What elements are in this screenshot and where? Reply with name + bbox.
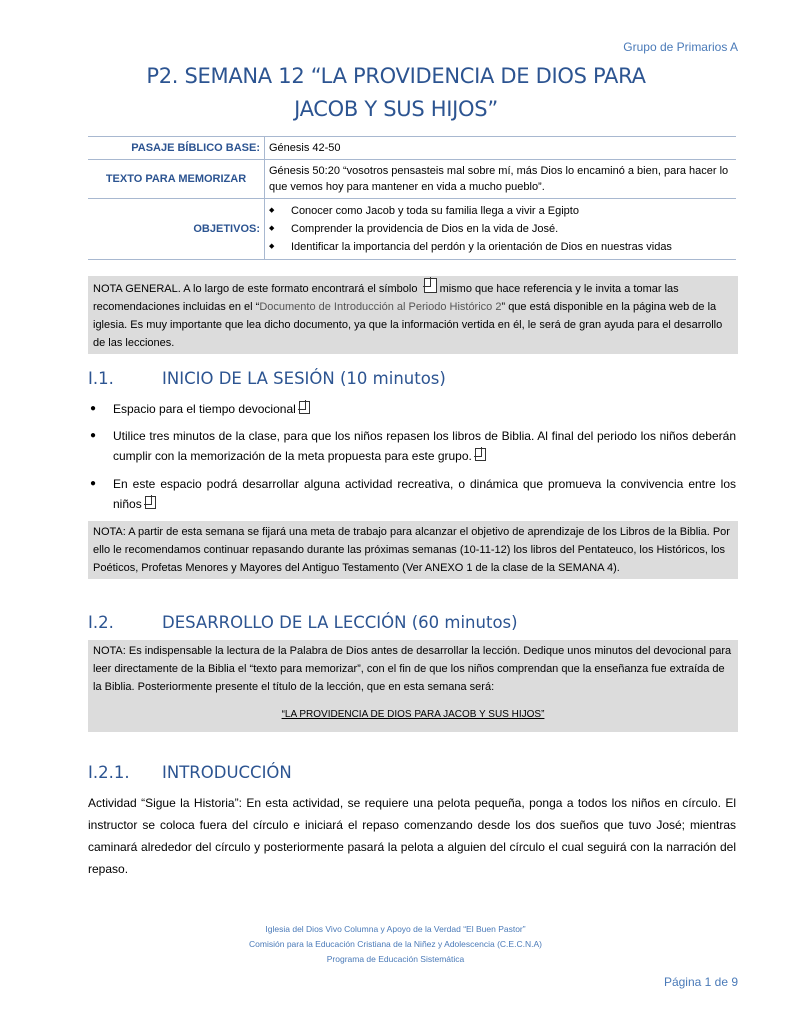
objetivos-list <box>269 202 732 256</box>
document-icon <box>299 401 310 414</box>
section-title: INTRODUCCIÓN <box>162 763 292 782</box>
texto-label: TEXTO PARA MEMORIZAR <box>88 160 265 199</box>
section-heading-inicio <box>88 369 446 388</box>
group-header: Grupo de Primarios A <box>623 40 738 54</box>
intro-document-link: Documento de Introducción al Periodo Histórico 2 <box>259 301 502 313</box>
nota-general <box>88 276 738 354</box>
section-number: I.1. <box>88 369 114 388</box>
footer-line-2: Comisión para la Educación Cristiana de la Niñez y Adolescencia (C.E.C.N.A) <box>249 939 542 949</box>
footer-line-3: Programa de Educación Sistemática <box>326 954 465 964</box>
document-icon <box>145 496 156 509</box>
section-number: I.2. <box>88 613 114 632</box>
page-number: Página 1 de 9 <box>663 975 738 989</box>
objetivos-label: OBJETIVOS: <box>88 199 265 260</box>
info-row-texto <box>88 160 736 199</box>
section-heading-desarrollo <box>88 613 518 632</box>
objetivo-item: ◆ Comprender la providencia de Dios en la vida de José. <box>269 220 732 238</box>
lesson-title-line: “LA PROVIDENCIA DE DIOS PARA JACOB Y SUS HIJOS” <box>281 709 545 720</box>
section-number: I.2.1. <box>88 763 130 782</box>
nota-section2 <box>88 640 738 732</box>
section-title: INICIO DE LA SESIÓN (10 minutos) <box>162 369 446 388</box>
document-icon <box>475 448 486 461</box>
footer-line-1: Iglesia del Dios Vivo Columna y Apoyo de la Verdad “El Buen Pastor” <box>265 924 526 934</box>
pasaje-label: PASAJE BÍBLICO BASE: <box>88 137 265 160</box>
nota-general-part1: NOTA GENERAL. A lo largo de este formato encontrará el símbolo <box>93 283 418 295</box>
document-icon <box>424 278 437 293</box>
bullet-icon: ● <box>90 430 97 441</box>
nota-general-part2: mismo que hace referencia y le invita a tomar las recomendaciones incluidas en el “ <box>93 283 679 313</box>
list-item <box>88 426 736 466</box>
nota-section2-text: NOTA: Es indispensable la lectura de la Palabra de Dios antes de desarrollar la lección. Dedique unos minutos del devocional para leer directamente de la Biblia el “texto para memorizar”, con el fin de que los niños comprendan que la enseñanza fue extraída de la Biblia. Posteriormente presente el título de la lección, que en esta semana será: <box>93 645 732 693</box>
section-heading-introduccion <box>88 763 292 782</box>
bullet-icon: ● <box>90 478 97 489</box>
lesson-info-table <box>88 136 736 260</box>
nota-section1: NOTA: A partir de esta semana se fijará una meta de trabajo para alcanzar el objetivo de aprendizaje de los Libros de la Biblia. Por ello le recomendamos continuar repasando durante las próximas semanas (10-11-12) los libros del Pentateuco, los Históricos, los Poéticos, Profetas Menores y Mayores del Antiguo Testamento (Ver ANEXO 1 de la clase de la SEMANA 4). <box>88 521 738 579</box>
bullet-text: Espacio para el tiempo devocional <box>113 402 296 416</box>
info-row-objetivos <box>88 199 736 260</box>
nota-general-part3: ” que está disponible en la página web de la iglesia. Es muy importante que lea dicho documento, ya que la información vertida en él, le será de gran ayuda para el desarrollo de las lecciones. <box>93 301 723 349</box>
page-title <box>55 60 737 126</box>
introduccion-paragraph: Actividad “Sigue la Historia”: En esta actividad, se requiere una pelota pequeña, ponga a todos los niños en círculo. El instructor se coloca fuera del círculo e iniciará el repaso comenzando desde los dos sueños que tuvo José; mientras caminará alrededor del círculo y posteriormente pasará la pelota a alguien del círculo el cual seguirá con la narración del repaso. <box>88 796 736 876</box>
section-title: DESARROLLO DE LA LECCIÓN (60 minutos) <box>162 613 518 632</box>
objetivos-cell <box>265 199 737 260</box>
bullet-text: En este espacio podrá desarrollar alguna actividad recreativa, o dinámica que promueva la convivencia entre los niños <box>113 477 736 511</box>
info-row-pasaje <box>88 137 736 160</box>
objetivo-item: ◆ Conocer como Jacob y toda su familia llega a vivir a Egipto <box>269 202 732 220</box>
list-item <box>88 399 736 419</box>
objetivo-item: ◆ Identificar la importancia del perdón y la orientación de Dios en nuestras vidas <box>269 238 732 256</box>
title-line-2: JACOB Y SUS HIJOS” <box>294 97 498 121</box>
bullet-text: Utilice tres minutos de la clase, para que los niños repasen los libros de Biblia. Al final del periodo los niños deberán cumplir con la memorización de la meta propuesta para este grupo. <box>113 429 736 463</box>
title-line-1: P2. SEMANA 12 “LA PROVIDENCIA DE DIOS PARA <box>146 64 646 88</box>
list-item <box>88 474 736 514</box>
texto-value: Génesis 50:20 “vosotros pensasteis mal sobre mí, más Dios lo encaminó a bien, para hacer lo que vemos hoy para mantener en vida a mucho pueblo”. <box>265 160 737 199</box>
pasaje-value: Génesis 42-50 <box>265 137 737 160</box>
bullet-icon: ● <box>90 403 97 414</box>
footer <box>0 922 791 967</box>
